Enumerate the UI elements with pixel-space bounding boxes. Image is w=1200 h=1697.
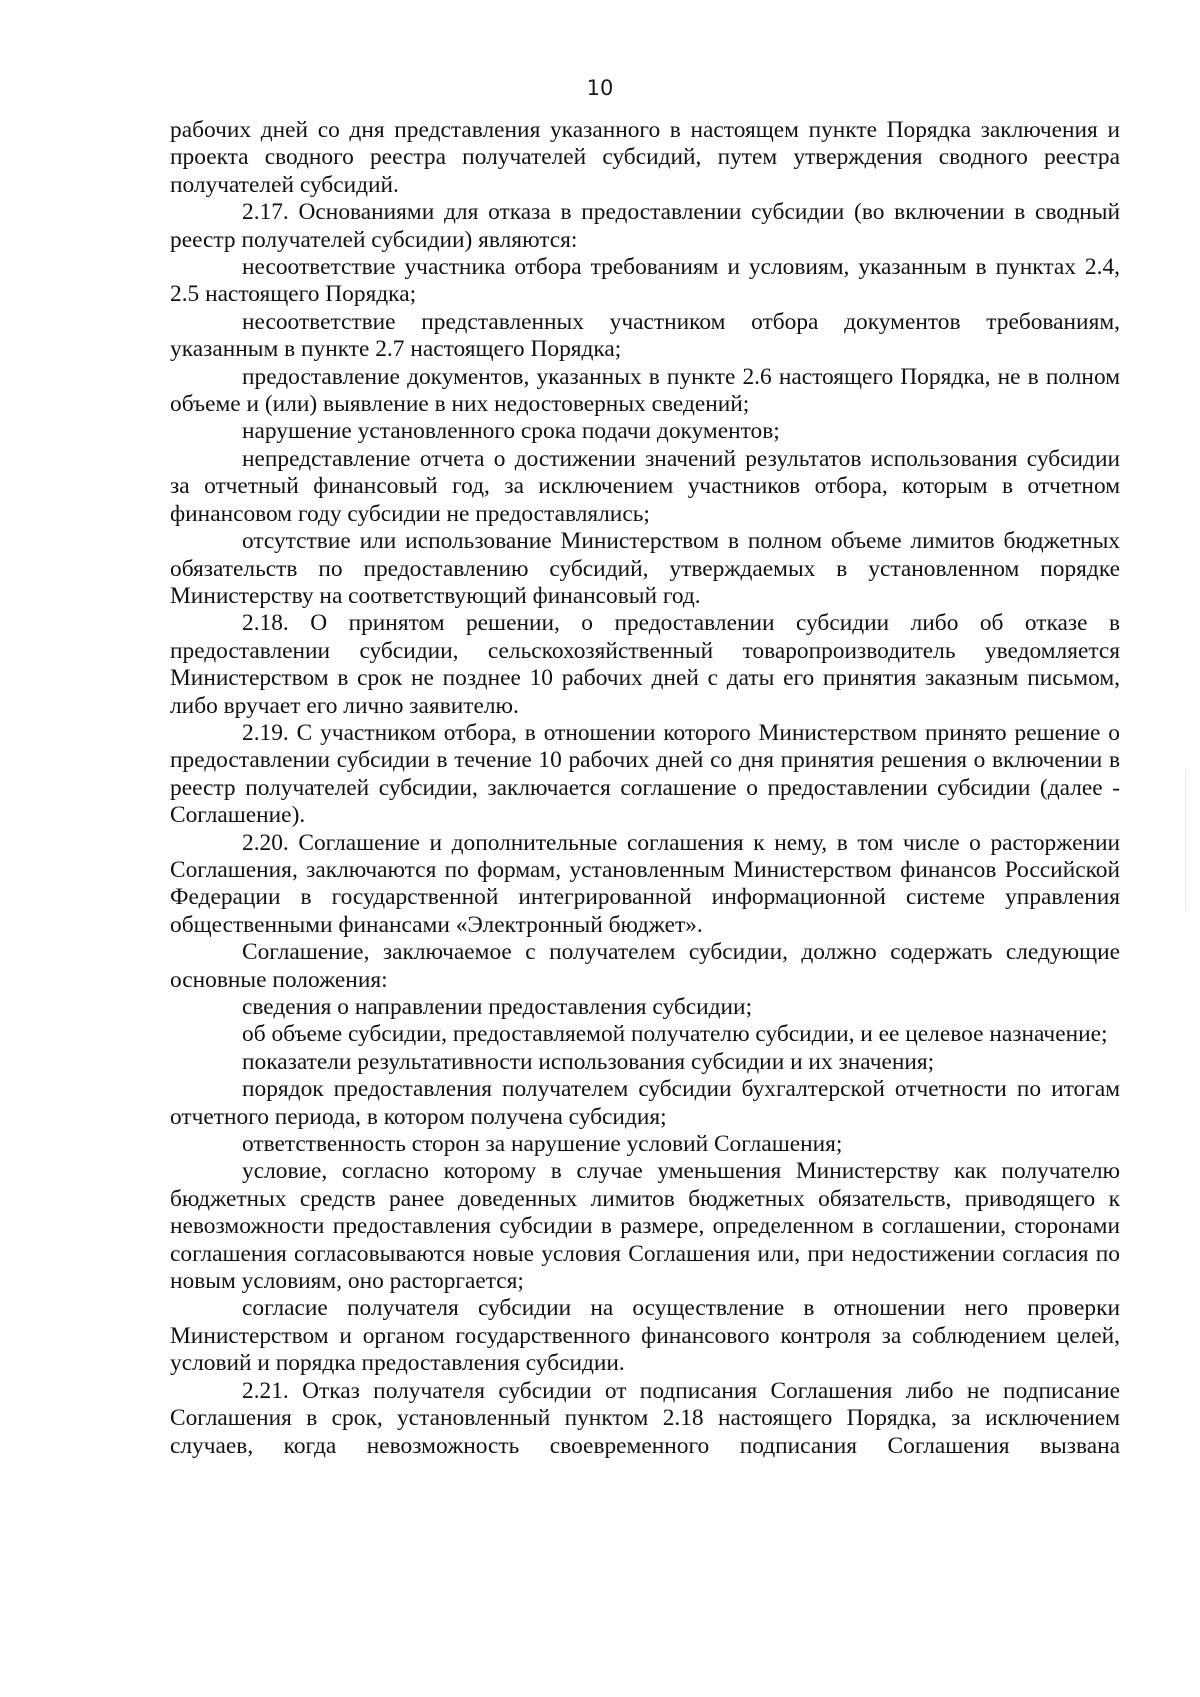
- list-item-agreement-7: согласие получателя субсидии на осуществление в отношении него проверки Министерством и органом государственного финансового контроля за соблюдением целей, условий и порядка предоставления субсидии.: [170, 1295, 1120, 1377]
- paragraph-2-17: 2.17. Основаниями для отказа в предоставлении субсидии (во включении в сводный реестр получателей субсидии) являются:: [170, 199, 1120, 253]
- list-item-refusal-6: отсутствие или использование Министерством в полном объеме лимитов бюджетных обязательств по предоставлению субсидий, утверждаемых в установленном порядке Министерству на соответствующий финансовый год.: [170, 528, 1120, 609]
- list-item-agreement-1: сведения о направлении предоставления субсидии;: [242, 994, 753, 1020]
- document-body: [170, 117, 1120, 1460]
- list-item-agreement-3: показатели результативности использования субсидии и их значения;: [242, 1048, 935, 1075]
- page-number: 10: [586, 76, 614, 100]
- list-item-refusal-2: несоответствие представленных участником отбора документов требованиям, указанным в пункте 2.7 настоящего Порядка;: [170, 308, 1120, 363]
- list-item-refusal-4: нарушение установленного срока подачи документов;: [242, 418, 780, 445]
- scan-margin-mark: [1185, 770, 1186, 910]
- paragraph-2-21: 2.21. Отказ получателя субсидии от подписания Соглашения либо не подписание Соглашения в срок, установленный пунктом 2.18 настоящего Порядка, за исключением случаев, когда невозможность своевременного подписания Соглашения вызвана: [170, 1377, 1120, 1459]
- paragraph-agreement-intro: Соглашение, заключаемое с получателем субсидии, должно содержать следующие основные положения:: [170, 939, 1120, 993]
- list-item-agreement-5: ответственность сторон за нарушение условий Соглашения;: [242, 1131, 843, 1158]
- list-item-refusal-5: непредставление отчета о достижении значений результатов использования субсидии за отчетный финансовый год, за исключением участников отбора, которым в отчетном финансовом году субсидии не предоставлялись;: [170, 445, 1120, 527]
- list-item-refusal-3: предоставление документов, указанных в пункте 2.6 настоящего Порядка, не в полном объеме и (или) выявление в них недостоверных сведений;: [170, 363, 1120, 418]
- paragraph-2-20: 2.20. Соглашение и дополнительные соглашения к нему, в том числе о расторжении Соглашения, заключаются по формам, установленным Министерством финансов Российской Федерации в государственной интегрированной информационной системе управления общественными финансами «Электронный бюджет».: [170, 829, 1120, 938]
- list-item-refusal-1: несоответствие участника отбора требованиям и условиям, указанным в пунктах 2.4, 2.5 настоящего Порядка;: [170, 254, 1120, 308]
- paragraph-2-19: 2.19. С участником отбора, в отношении которого Министерством принято решение о предоставлении субсидии в течение 10 рабочих дней со дня принятия решения о включении в реестр получателей субсидии, заключается соглашение о предоставлении субсидии (далее - Соглашение).: [170, 719, 1120, 829]
- paragraph-2-18: 2.18. О принятом решении, о предоставлении субсидии либо об отказе в предоставлении субсидии, сельскохозяйственный товаропроизводитель уведомляется Министерством в срок не позднее 10 рабочих дней с даты его принятия заказным письмом, либо вручает его лично заявителю.: [170, 610, 1120, 719]
- list-item-agreement-2: об объеме субсидии, предоставляемой получателю субсидии, и ее целевое назначение;: [242, 1021, 1108, 1048]
- paragraph-continuation: рабочих дней со дня представления указанного в настоящем пункте Порядка заключения и проекта сводного реестра получателей субсидий, путем утверждения сводного реестра получателей субсидий.: [170, 117, 1120, 198]
- list-item-agreement-4: порядок предоставления получателем субсидии бухгалтерской отчетности по итогам отчетного периода, в котором получена субсидия;: [170, 1076, 1120, 1130]
- list-item-agreement-6: условие, согласно которому в случае уменьшения Министерству как получателю бюджетных средств ранее доведенных лимитов бюджетных обязательств, приводящего к невозможности предоставления субсидии в размере, определенном в соглашении, сторонами соглашения согласовываются новые условия Соглашения или, при недостижении согласия по новым условиям, оно расторгается;: [170, 1158, 1120, 1295]
